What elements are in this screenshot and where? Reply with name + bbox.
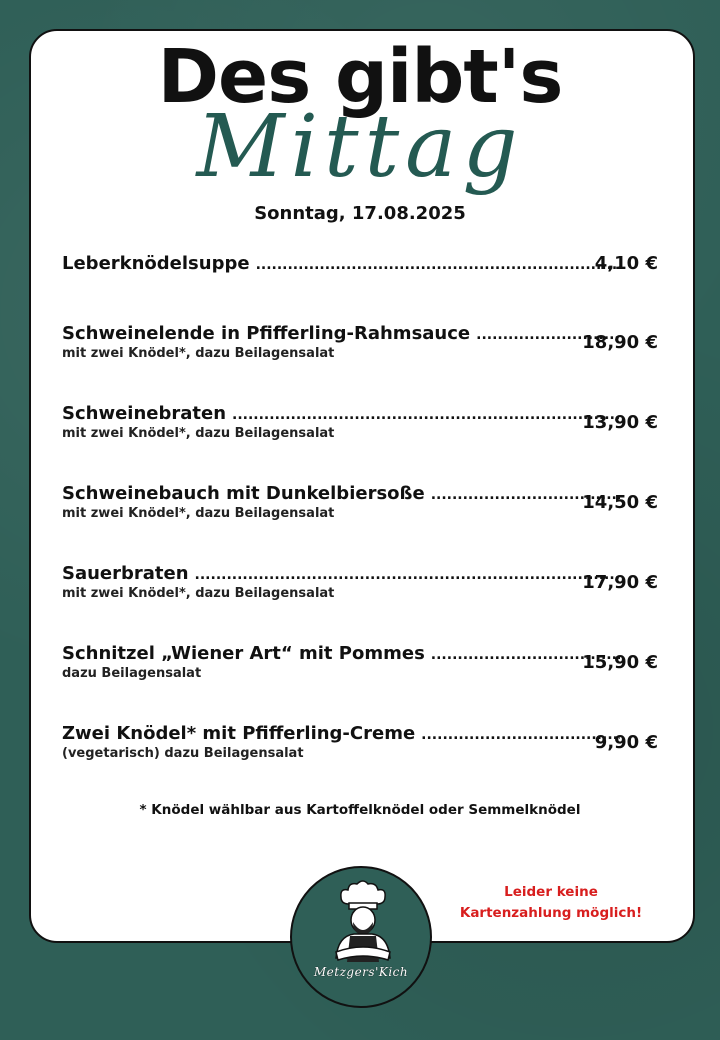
menu-item-price: 14,50 € <box>582 492 658 513</box>
notice-line: Leider keine <box>504 884 598 900</box>
menu-item-price: 15,90 € <box>582 652 658 673</box>
menu-item-description: mit zwei Knödel*, dazu Beilagensalat <box>62 586 335 601</box>
dot-leader <box>421 727 620 743</box>
dot-leader <box>256 257 620 273</box>
logo-badge <box>290 866 432 1008</box>
menu-item-description: (vegetarisch) dazu Beilagensalat <box>62 746 304 761</box>
menu-item-price: 9,90 € <box>594 732 658 753</box>
script-title: Mittag <box>196 97 524 197</box>
no-card-payment-notice <box>446 882 656 924</box>
menu-item-description: mit zwei Knödel*, dazu Beilagensalat <box>62 426 335 441</box>
menu-item-price: 17,90 € <box>582 572 658 593</box>
menu-date: Sonntag, 17.08.2025 <box>254 203 466 224</box>
dot-leader <box>195 567 620 583</box>
dot-leader <box>232 407 620 423</box>
logo-text: Metzgers'Kich <box>313 965 409 979</box>
menu-item-name: Schweinebraten <box>62 403 227 424</box>
menu-item <box>62 563 658 601</box>
notice-line: Kartenzahlung möglich! <box>459 905 643 921</box>
menu-item-name: Sauerbraten <box>62 563 189 584</box>
menu-item-name: Schweinebauch mit Dunkelbiersoße <box>62 483 425 504</box>
footnote: * Knödel wählbar aus Kartoffelknödel oder Semmelknödel <box>139 802 581 818</box>
menu-item <box>62 643 658 681</box>
menu-item <box>62 483 658 521</box>
headline: Des gibt's <box>157 34 563 120</box>
chef-icon <box>292 868 432 1008</box>
menu-item-name: Schnitzel „Wiener Art“ mit Pommes <box>62 643 425 664</box>
menu-item-description: mit zwei Knödel*, dazu Beilagensalat <box>62 346 335 361</box>
menu-item-description: dazu Beilagensalat <box>62 666 202 681</box>
menu-item-name: Zwei Knödel* mit Pfifferling-Creme <box>62 723 416 744</box>
menu-item-name: Leberknödelsuppe <box>62 253 250 274</box>
menu-item-name: Schweinelende in Pfifferling-Rahmsauce <box>62 323 471 344</box>
menu-item <box>62 403 658 441</box>
menu-item <box>62 323 658 361</box>
menu-item-price: 4,10 € <box>594 253 658 274</box>
menu-item <box>62 723 658 761</box>
menu-item-price: 18,90 € <box>582 332 658 353</box>
menu-item-description: mit zwei Knödel*, dazu Beilagensalat <box>62 506 335 521</box>
menu-item-price: 13,90 € <box>582 412 658 433</box>
menu-item <box>62 253 658 274</box>
